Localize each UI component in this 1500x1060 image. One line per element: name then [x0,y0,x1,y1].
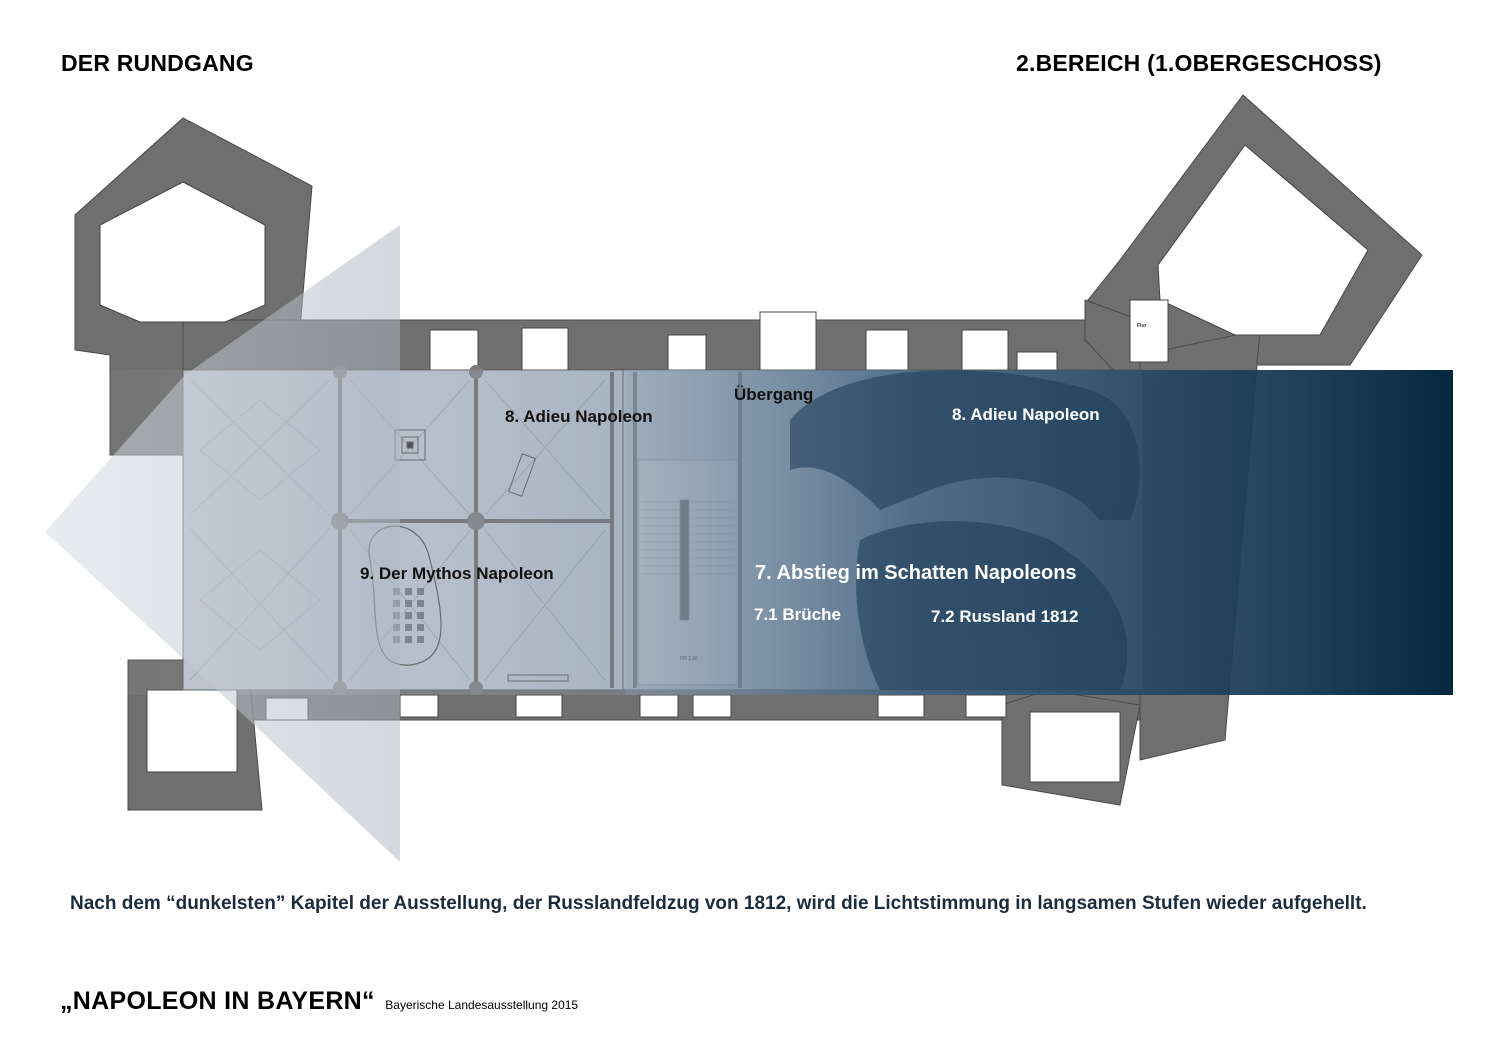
label-adieu-napoleon-right: 8. Adieu Napoleon [952,405,1100,424]
footer-subtitle: Bayerische Landesausstellung 2015 [385,998,579,1012]
label-russland-1812: 7.2 Russland 1812 [931,607,1079,626]
description-text: Nach dem “dunkelsten” Kapitel der Ausstellung, der Russlandfeldzug von 1812, wird die Lichtstimmung in langsamen Stufen wieder aufgehellt. [70,893,1367,914]
footer-title: „NAPOLEON IN BAYERN“ [60,987,375,1015]
label-brueche: 7.1 Brüche [754,605,841,624]
footer [60,987,578,1016]
label-abstieg: 7. Abstieg im Schatten Napoleons [755,562,1077,584]
label-adieu-napoleon-left: 8. Adieu Napoleon [505,407,653,426]
room-note: Flur [1137,323,1147,329]
page-title-left: DER RUNDGANG [61,50,254,76]
page-title-right: 2.BEREICH (1.OBERGESCHOSS) [1016,50,1382,76]
label-mythos-napoleon: 9. Der Mythos Napoleon [360,564,554,583]
label-uebergang: Übergang [734,385,814,404]
